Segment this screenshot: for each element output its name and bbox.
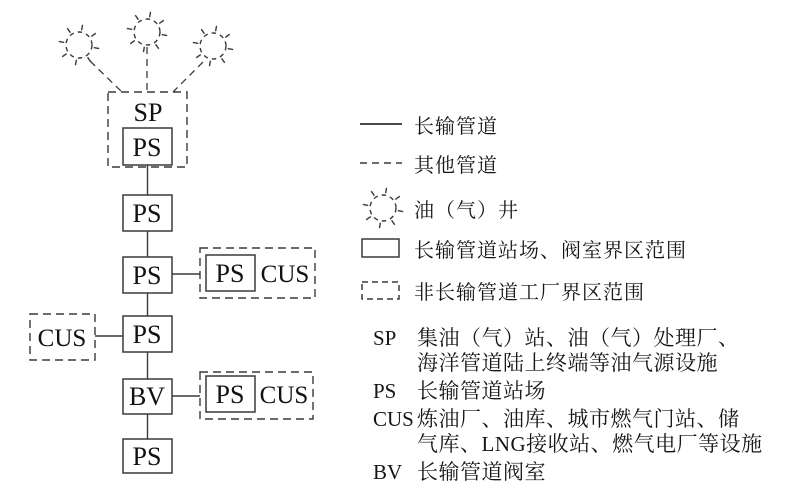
- ps-label: PS: [132, 261, 162, 290]
- abbr-definition-line: 炼油厂、油库、城市燃气门站、储: [417, 407, 740, 431]
- sp-label: SP: [133, 98, 163, 127]
- abbr-definition-line: 气库、LNG接收站、燃气电厂等设施: [417, 432, 763, 456]
- oil-gas-well-icon: [127, 12, 167, 52]
- ps-label: PS: [132, 442, 162, 471]
- oil-gas-well-icon: [193, 26, 233, 66]
- abbreviation-entry-bv: [373, 460, 773, 485]
- ps-label: PS: [132, 133, 162, 162]
- legend-item-oil-gas-well: [352, 186, 519, 230]
- legend-item-station-boundary: [352, 233, 687, 263]
- cus-label: CUS: [37, 325, 87, 352]
- solid-rect-icon: [352, 236, 414, 260]
- dashed-line-icon: [352, 159, 414, 167]
- abbr-definition: [417, 379, 769, 404]
- ps-label: PS: [215, 259, 245, 288]
- bv-label: BV: [128, 382, 166, 411]
- abbr-definition-line: 长输管道阀室: [417, 460, 546, 484]
- abbreviation-entry-ps: [373, 379, 773, 404]
- abbr-definition-line: 集油（气）站、油（气）处理厂、: [417, 326, 740, 350]
- legend-item-label: 油（气）井: [414, 199, 519, 222]
- legend-item-label: 非长输管道工厂界区范围: [414, 281, 645, 304]
- ps-label: PS: [132, 320, 162, 349]
- abbr-key: CUS: [373, 407, 414, 431]
- legend-item-plant-boundary: [352, 275, 645, 305]
- abbr-key: PS: [373, 379, 397, 403]
- abbreviation-list: [373, 326, 773, 488]
- legend-item-other-pipeline: [352, 148, 498, 178]
- abbr-key: SP: [373, 326, 397, 350]
- cus-label: CUS: [260, 261, 310, 288]
- legend-item-label: 长输管道: [414, 115, 498, 138]
- abbr-definition: [417, 407, 769, 457]
- abbr-key: BV: [373, 460, 403, 484]
- ps-label: PS: [215, 380, 245, 409]
- legend-item-label: 长输管道站场、阀室界区范围: [414, 239, 687, 262]
- dashed-rect-icon: [352, 278, 414, 302]
- oil-gas-well-icon: [352, 186, 414, 230]
- legend-item-trunk-pipeline: [352, 109, 498, 139]
- abbr-definition: [417, 460, 769, 485]
- abbreviation-entry-cus: [373, 407, 773, 457]
- solid-line-icon: [352, 120, 414, 128]
- pipeline-diagram: [0, 0, 340, 504]
- ps-label: PS: [132, 199, 162, 228]
- legend-item-label: 其他管道: [414, 154, 498, 177]
- abbr-definition-line: 海洋管道陆上终端等油气源设施: [417, 351, 718, 375]
- abbr-definition-line: 长输管道站场: [417, 379, 546, 403]
- abbreviation-entry-sp: [373, 326, 773, 376]
- other-pipeline-connectors: [90, 47, 203, 92]
- oil-gas-well-icon: [59, 25, 99, 65]
- abbr-definition: [417, 326, 769, 376]
- cus-label: CUS: [259, 382, 309, 409]
